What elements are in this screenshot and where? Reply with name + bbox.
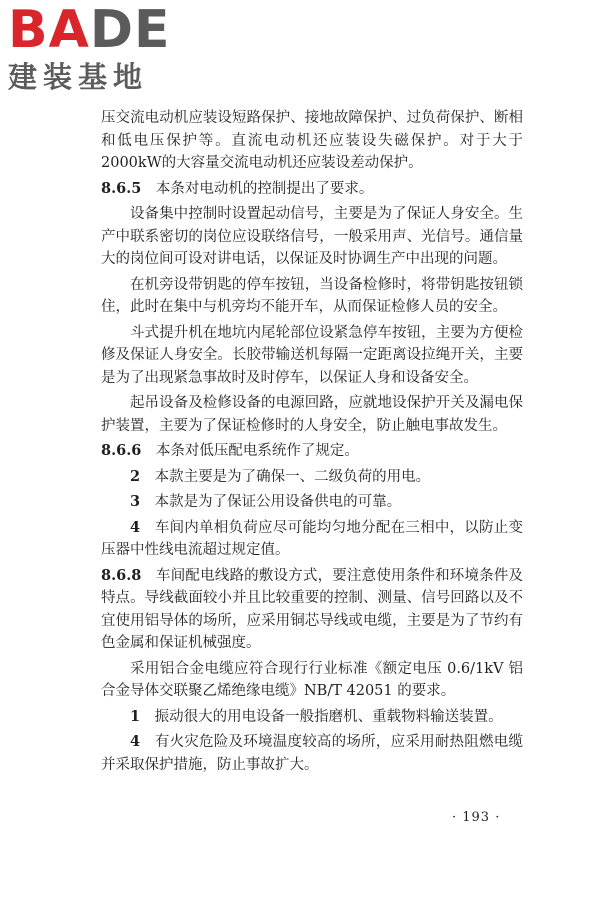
item-text: 有火灾危险及环境温度较高的场所，应采用耐热阻燃电缆并采取保护措施，防止事故扩大。 [101, 734, 523, 773]
list-item [101, 706, 523, 729]
list-item [101, 466, 523, 489]
clause-text: 车间配电线路的敷设方式，要注意使用条件和环境条件及特点。导线截面较小并且比较重要的控制、测量、信号回路以及不宜使用铝导体的场所，应采用铜芯导线或电缆，主要是为了节约有色金属和保证机械强度。 [101, 567, 523, 651]
paragraph [101, 322, 523, 390]
item-number: 4 [130, 733, 141, 750]
clause-text: 本条对电动机的控制提出了要求。 [155, 180, 374, 197]
bade-logo [8, 0, 188, 96]
item-number: 1 [130, 707, 141, 725]
logo-subtitle: 建装基地 [8, 60, 149, 94]
item-number: 3 [130, 493, 141, 510]
paragraph-text: 采用铝合金电缆应符合现行行业标准《额定电压 0.6/1kV 铝合金导体交联聚乙烯绝缘电缆》NB/T 42051 的要求。 [101, 660, 523, 699]
clause-text: 本条对低压配电系统作了规定。 [155, 443, 359, 459]
paragraph-continued [101, 107, 523, 175]
list-item [101, 731, 523, 776]
clause-paragraph [101, 565, 523, 655]
clause-number: 8.6.5 [101, 179, 142, 197]
page-number: · 193 · [452, 810, 501, 825]
document-body [101, 107, 523, 779]
item-text: 本款是为了保证公用设备供电的可靠。 [154, 494, 402, 510]
paragraph-text: 在机旁设带钥匙的停车按钮，当设备检修时，将带钥匙按钮锁住，此时在集中与机旁均不能开车，从而保证检修人员的安全。 [101, 276, 523, 315]
logo-wordmark [8, 0, 188, 60]
paragraph [101, 203, 523, 271]
paragraph [101, 274, 523, 319]
paragraph-text: 起吊设备及检修设备的电源回路，应就地设保护开关及漏电保护装置，主要为了保证检修时的人身安全，防止触电事故发生。 [101, 395, 523, 434]
item-text: 车间内单相负荷应尽可能均匀地分配在三相中，以防止变压器中性线电流超过规定值。 [101, 519, 523, 558]
list-item [101, 491, 523, 514]
paragraph-text: 压交流电动机应装设短路保护、接地故障保护、过负荷保护、断相和低电压保护等。直流电动机还应装设失磁保护。对于大于2000kW的大容量交流电动机还应装设差动保护。 [101, 110, 523, 171]
logo-wordmark-red: BA [8, 0, 90, 60]
item-number: 2 [130, 467, 141, 485]
logo-wordmark-rest: DE [89, 0, 171, 60]
paragraph-text: 设备集中控制时设置起动信号，主要是为了保证人身安全。生产中联系密切的岗位应设联络信号，一般采用声、光信号。通信量大的岗位间可设对讲电话，以保证及时协调生产中出现的问题。 [101, 206, 523, 267]
item-text: 振动很大的用电设备一般指磨机、重载物料输送装置。 [154, 708, 503, 725]
clause-number: 8.6.6 [101, 442, 142, 459]
list-item [101, 517, 523, 562]
paragraph [101, 658, 523, 703]
item-text: 本款主要是为了确保一、二级负荷的用电。 [154, 468, 431, 485]
item-number: 4 [130, 518, 141, 536]
clause-number: 8.6.8 [101, 566, 142, 584]
paragraph-text: 斗式提升机在地坑内尾轮部位设紧急停车按钮，主要为方便检修及保证人身安全。长胶带输送机每隔一定距离设拉绳开关，主要是为了出现紧急事故时及时停车，以保证人身和设备安全。 [101, 324, 523, 386]
clause-paragraph [101, 440, 523, 463]
clause-paragraph [101, 178, 523, 201]
paragraph [101, 392, 523, 437]
